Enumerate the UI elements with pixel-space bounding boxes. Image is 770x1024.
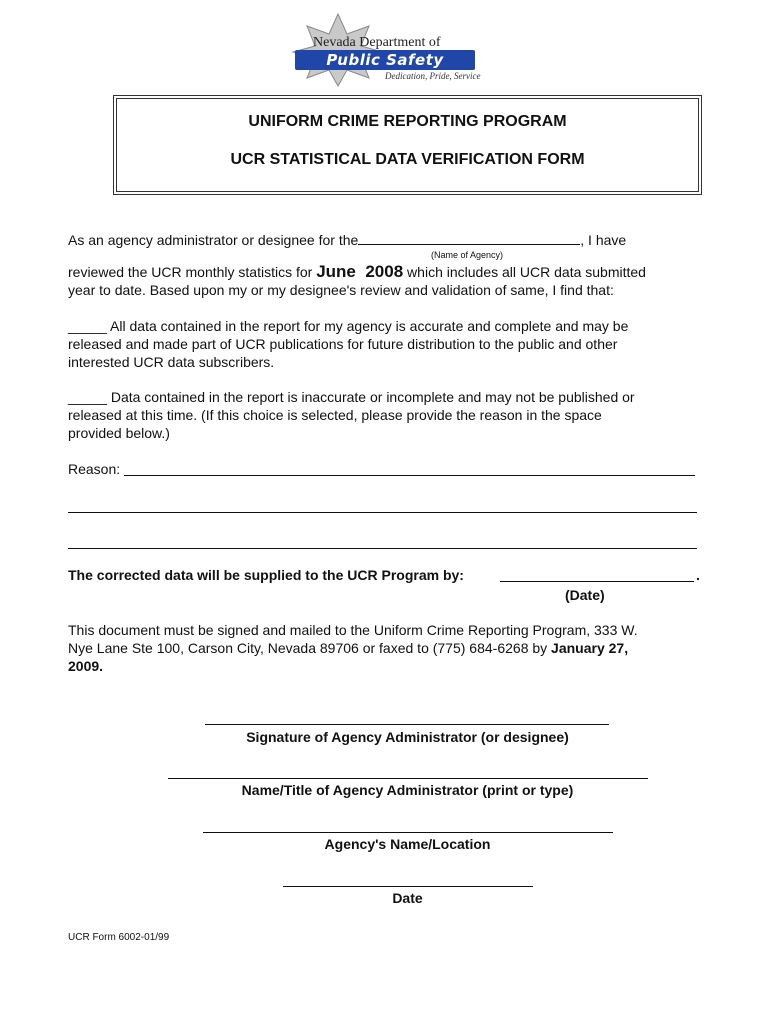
deadline-part-2: 2009. (68, 658, 104, 674)
logo-line-1: Nevada Department of (313, 35, 441, 50)
report-month: June (316, 262, 356, 281)
name-title-label: Name/Title of Agency Administrator (print or type) (241, 782, 574, 798)
intro-line-2 (68, 262, 646, 282)
intro-line-3: year to date. Based upon my or my designee's review and validation of same, I find that: (68, 282, 614, 298)
corrected-data-text: The corrected data will be supplied to the UCR Program by: (68, 567, 464, 583)
intro-text-d: which includes all UCR data submitted (403, 264, 646, 280)
signature-label: Signature of Agency Administrator (or designee) (246, 729, 569, 745)
corrected-date-caption: (Date) (565, 587, 605, 603)
agency-name-field[interactable] (358, 232, 580, 245)
date-line[interactable] (283, 886, 533, 887)
option-accurate-check[interactable]: _____ (68, 318, 107, 334)
intro-text-c: reviewed the UCR monthly statistics for (68, 264, 317, 280)
name-title-line[interactable] (168, 778, 648, 779)
program-title: UNIFORM CRIME REPORTING PROGRAM (248, 113, 567, 130)
mailing-line-1: This document must be signed and mailed to the Uniform Crime Reporting Program, 333 W. (68, 622, 638, 638)
option-inaccurate-text-3: provided below.) (68, 425, 170, 441)
corrected-date-field[interactable] (500, 581, 694, 582)
form-title: UCR STATISTICAL DATA VERIFICATION FORM (230, 151, 585, 168)
option-inaccurate (68, 389, 635, 405)
title-box (113, 95, 702, 195)
option-accurate-text-2: released and made part of UCR publications for future distribution to the public and other (68, 336, 618, 352)
option-inaccurate-check[interactable]: _____ (68, 389, 107, 405)
mailing-text-2: Nye Lane Ste 100, Carson City, Nevada 89706 or faxed to (775) 684-6268 by (68, 640, 552, 656)
deadline-part-1: January 27, (551, 640, 629, 656)
date-label: Date (392, 890, 423, 906)
logo-banner (295, 50, 475, 70)
logo-motto: Dedication, Pride, Service (385, 71, 481, 81)
agency-location-line[interactable] (203, 832, 613, 833)
agency-name-caption: (Name of Agency) (431, 250, 504, 260)
option-inaccurate-text-2: released at this time. (If this choice is selected, please provide the reason in the space (68, 407, 602, 423)
mailing-line-2 (68, 640, 628, 656)
option-accurate (68, 318, 628, 334)
option-inaccurate-text-1: Data contained in the report is inaccurate or incomplete and may not be published or (106, 389, 635, 405)
reason-line-3[interactable] (68, 548, 697, 549)
report-year: 2008 (365, 262, 404, 281)
intro-text-a: As an agency administrator or designee for the (68, 232, 359, 248)
intro-line-1 (68, 232, 626, 248)
signature-line[interactable] (205, 724, 609, 725)
dps-logo (283, 12, 481, 82)
form-number: UCR Form 6002-01/99 (68, 932, 170, 943)
reason-line-1[interactable] (124, 475, 695, 476)
logo-line-2: Public Safety (326, 51, 444, 69)
reason-line-2[interactable] (68, 512, 697, 513)
reason-label: Reason: (68, 461, 121, 477)
intro-text-b: , I have (580, 232, 627, 248)
option-accurate-text-1: All data contained in the report for my agency is accurate and complete and may be (106, 318, 629, 334)
option-accurate-text-3: interested UCR data subscribers. (68, 354, 275, 370)
agency-location-label: Agency's Name/Location (324, 836, 491, 852)
